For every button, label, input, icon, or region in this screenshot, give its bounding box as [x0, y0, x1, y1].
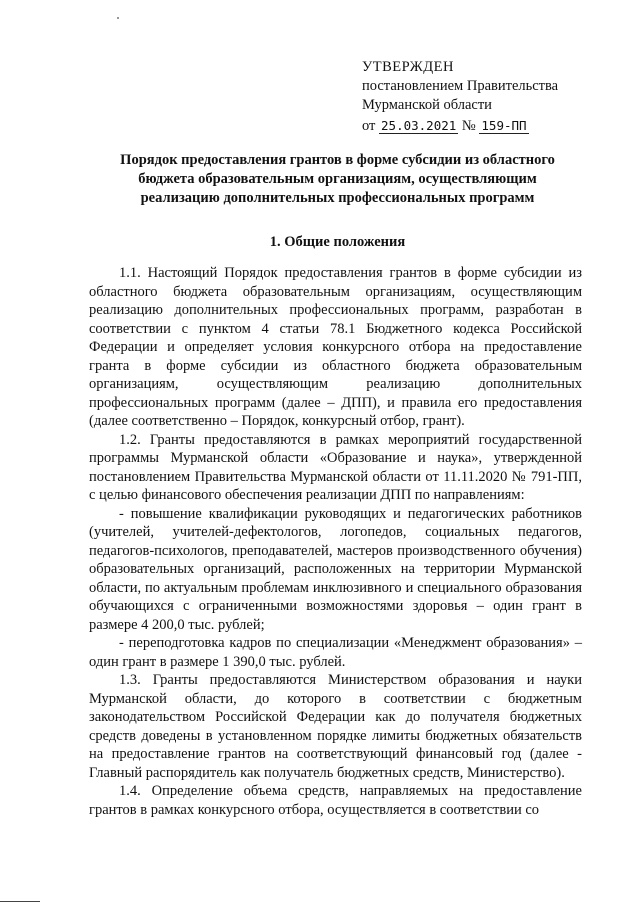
- paragraph: 1.1. Настоящий Порядок предоставления грантов в форме субсидии из областного бюджета образовательным организациям, осуществляющим реализацию дополнительных профессиональных программ, разработан в соответствии с пунктом 4 статьи 78.1 Бюджетного кодекса Российской Федерации и определяет условия конкурсного отбора на предоставление гранта в форме субсидии из областного бюджета образовательным организациям, осуществляющим реализацию дополнительных профессиональных программ (далее – ДПП), и правила его предоставления (далее соответственно – Порядок, конкурсный отбор, грант).: [89, 265, 582, 429]
- list-item: - повышение квалификации руководящих и педагогических работников (учителей, учителей-дефектологов, логопедов, социальных педагогов, педагогов-психологов, преподавателей, мастеров производственного обучения) образовательных организаций, расположенных на территории Мурманской области, по актуальным проблемам инклюзивного и специального образования обучающихся с ограниченными возможностями здоровья – один грант в размере 4 200,0 тыс. рублей;: [89, 505, 582, 633]
- approval-line: постановлением Правительства: [362, 78, 559, 94]
- date-prefix: от: [362, 118, 376, 134]
- list-item: - переподготовка кадров по специализации «Менеджмент образования» – один грант в размере 1 390,0 тыс. рублей.: [89, 635, 582, 670]
- approval-stamp: [362, 58, 558, 136]
- paragraph: 1.3. Гранты предоставляются Министерством образования и науки Мурманской области, до которого в соответствии с бюджетным законодательством Российской Федерации как до получателя бюджетных средств доведены в установленном порядке лимиты бюджетных обязательств на предоставление грантов на соответствующий финансовый год (далее - Главный распорядитель как получатель бюджетных средств, Министерство).: [89, 672, 582, 781]
- decree-number: 159-ПП: [481, 118, 527, 133]
- paragraph: 1.2. Гранты предоставляются в рамках мероприятий государственной программы Мурманской области «Образование и наука», утвержденной постановлением Правительства Мурманской области от 11.11.2020 № 791-ПП, с целью финансового обеспечения реализации ДПП по направлениям:: [89, 431, 582, 503]
- page-edge-mark: [0, 901, 40, 902]
- decree-date-number: [362, 116, 558, 136]
- document-body: [89, 264, 582, 819]
- number-prefix: №: [461, 118, 476, 134]
- scan-speck: [117, 17, 119, 19]
- approval-line: Мурманской области: [362, 97, 492, 113]
- document-title: Порядок предоставления грантов в форме субсидии из областного бюджета образовательным организациям, осуществляющим реализацию дополнительных профессиональных программ: [120, 152, 555, 206]
- section-title: 1. Общие положения: [269, 234, 406, 250]
- decree-date: 25.03.2021: [381, 118, 457, 133]
- paragraph: 1.4. Определение объема средств, направляемых на предоставление грантов в рамках конкурсного отбора, осуществляется в соответствии со: [89, 783, 582, 818]
- approval-heading: УТВЕРЖДЕН: [362, 59, 454, 75]
